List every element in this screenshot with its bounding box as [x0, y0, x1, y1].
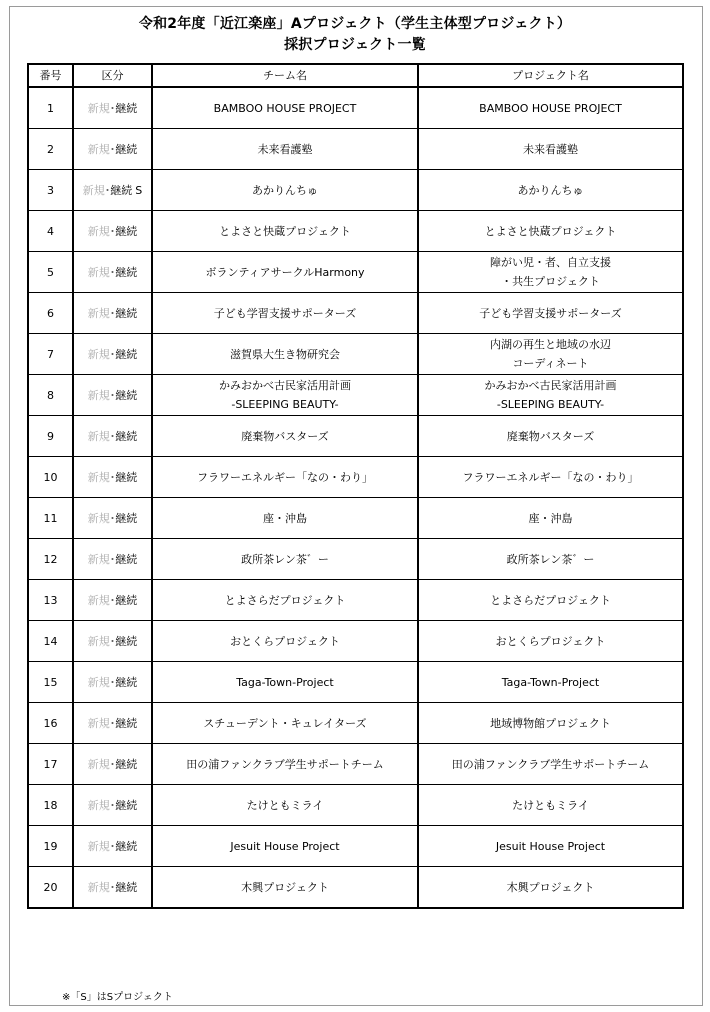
table-row	[28, 580, 683, 621]
category-continuing-label: 継続	[115, 101, 138, 115]
row-number: 8	[28, 375, 73, 416]
table-row	[28, 334, 683, 375]
category-continuing-label: 継続	[115, 470, 138, 484]
team-name	[152, 662, 418, 703]
row-category	[73, 703, 152, 744]
row-category	[73, 375, 152, 416]
table-row	[28, 498, 683, 539]
project-name-line: 地域博物館プロジェクト	[490, 716, 611, 730]
team-name-line: BAMBOO HOUSE PROJECT	[213, 101, 357, 115]
table-row	[28, 129, 683, 170]
team-name-line: 田の浦ファンクラブ学生サポートチーム	[186, 757, 384, 771]
project-name	[418, 621, 683, 662]
project-name-line: 廃棄物バスターズ	[506, 429, 595, 443]
project-name	[418, 252, 683, 293]
category-separator: ･	[109, 634, 116, 648]
row-category	[73, 170, 152, 211]
team-name	[152, 498, 418, 539]
category-continuing-label: 継続	[115, 511, 138, 525]
category-continuing-label: 継続	[115, 224, 138, 238]
row-number: 12	[28, 539, 73, 580]
row-category	[73, 252, 152, 293]
table-header-row	[28, 64, 683, 87]
team-name-line: 座・沖島	[263, 511, 307, 525]
row-category	[73, 785, 152, 826]
table-row	[28, 867, 683, 909]
row-number: 2	[28, 129, 73, 170]
project-name	[418, 867, 683, 909]
row-category	[73, 867, 152, 909]
category-new-label: 新規	[87, 798, 110, 812]
team-name	[152, 703, 418, 744]
project-name	[418, 334, 683, 375]
table-body	[28, 87, 683, 908]
team-name	[152, 129, 418, 170]
team-name-line: とよさと快蔵プロジェクト	[219, 224, 351, 238]
project-name-line: -SLEEPING BEAUTY-	[496, 398, 605, 411]
category-separator: ･	[109, 511, 116, 525]
project-name-line: Jesuit House Project	[495, 839, 606, 853]
project-name-line: 内湖の再生と地域の水辺	[490, 338, 611, 351]
team-name	[152, 744, 418, 785]
project-name	[418, 744, 683, 785]
footnote: ※「S」はSプロジェクト	[62, 992, 173, 1003]
team-name-line: かみおかべ古民家活用計画	[219, 379, 351, 392]
team-name-line: 政所茶レン茶゛ー	[241, 552, 329, 566]
header-team: チーム名	[152, 64, 418, 87]
header-project: プロジェクト名	[418, 64, 683, 87]
team-name	[152, 293, 418, 334]
category-continuing-label: 継続	[115, 757, 138, 771]
table-row	[28, 621, 683, 662]
team-name-line: ボランティアサークルHarmony	[205, 265, 365, 279]
row-category	[73, 826, 152, 867]
team-name-line: 滋賀県大生き物研究会	[230, 347, 340, 361]
category-new-label: 新規	[87, 634, 110, 648]
document-title: 令和2年度「近江楽座」Aプロジェクト（学生主体型プロジェクト）	[138, 16, 572, 32]
team-name-line: 未来看護塾	[257, 142, 313, 156]
category-separator: ･	[109, 347, 116, 361]
team-name-line: Taga-Town-Project	[236, 675, 334, 689]
row-number: 5	[28, 252, 73, 293]
project-name-line: 木興プロジェクト	[506, 880, 595, 894]
team-name	[152, 416, 418, 457]
row-number: 16	[28, 703, 73, 744]
category-separator: ･	[109, 306, 116, 320]
team-name	[152, 867, 418, 909]
row-category	[73, 87, 152, 129]
project-name	[418, 785, 683, 826]
project-name-line: かみおかべ古民家活用計画	[484, 379, 617, 392]
project-name-line: 政所茶レン茶゛ー	[506, 552, 595, 566]
project-name-line: BAMBOO HOUSE PROJECT	[479, 101, 622, 115]
team-name-line: 廃棄物バスターズ	[241, 429, 329, 443]
project-name-line: たけともミライ	[512, 798, 589, 812]
row-category	[73, 498, 152, 539]
category-continuing-label: 継続	[115, 593, 138, 607]
row-number: 17	[28, 744, 73, 785]
table-row	[28, 416, 683, 457]
row-category	[73, 293, 152, 334]
category-separator: ･	[109, 798, 116, 812]
team-name-line: おとくらプロジェクト	[230, 634, 340, 648]
team-name-line: スチューデント・キュレイターズ	[203, 716, 367, 730]
header-category: 区分	[73, 64, 152, 87]
category-separator: ･	[109, 101, 116, 115]
category-new-label: 新規	[87, 265, 110, 279]
category-new-label: 新規	[87, 347, 110, 361]
project-name	[418, 580, 683, 621]
project-name	[418, 170, 683, 211]
row-number: 6	[28, 293, 73, 334]
row-number: 19	[28, 826, 73, 867]
row-category	[73, 334, 152, 375]
row-category	[73, 621, 152, 662]
category-continuing-label: 継続	[115, 429, 138, 443]
category-separator: ･	[109, 142, 116, 156]
project-name-line: 障がい児・者、自立支援	[490, 256, 611, 269]
row-number: 18	[28, 785, 73, 826]
category-separator: ･	[104, 183, 111, 197]
project-name	[418, 498, 683, 539]
table-row	[28, 375, 683, 416]
project-name	[418, 87, 683, 129]
team-name-line: たけともミライ	[246, 798, 324, 812]
team-name	[152, 252, 418, 293]
project-name-line: 子ども学習支援サポーターズ	[479, 306, 622, 320]
category-continuing-label: 継続	[115, 839, 138, 853]
project-table	[27, 63, 684, 909]
row-number: 10	[28, 457, 73, 498]
category-new-label: 新規	[87, 101, 110, 115]
row-number: 7	[28, 334, 73, 375]
row-category	[73, 580, 152, 621]
category-separator: ･	[109, 839, 116, 853]
category-new-label: 新規	[82, 183, 105, 197]
category-separator: ･	[109, 757, 116, 771]
project-name	[418, 703, 683, 744]
category-continuing-label: 継続	[115, 306, 138, 320]
project-name-line: とよさらだプロジェクト	[490, 593, 611, 607]
category-new-label: 新規	[87, 839, 110, 853]
row-category	[73, 211, 152, 252]
category-separator: ･	[109, 552, 116, 566]
project-name	[418, 539, 683, 580]
team-name	[152, 785, 418, 826]
project-name-line: 田の浦ファンクラブ学生サポートチーム	[451, 757, 650, 771]
project-name	[418, 129, 683, 170]
category-separator: ･	[109, 224, 116, 238]
category-new-label: 新規	[87, 757, 110, 771]
category-new-label: 新規	[87, 388, 110, 402]
team-name	[152, 170, 418, 211]
category-new-label: 新規	[87, 429, 110, 443]
team-name-line: 子ども学習支援サポーターズ	[213, 306, 357, 320]
row-category	[73, 457, 152, 498]
table-row	[28, 662, 683, 703]
row-number: 14	[28, 621, 73, 662]
category-new-label: 新規	[87, 880, 110, 894]
project-name-line: あかりんちゅ	[517, 183, 584, 197]
table-row	[28, 87, 683, 129]
table-row	[28, 252, 683, 293]
team-name	[152, 87, 418, 129]
row-category	[73, 416, 152, 457]
category-continuing-label: 継続	[115, 347, 138, 361]
table-row	[28, 539, 683, 580]
category-separator: ･	[109, 429, 116, 443]
project-name	[418, 416, 683, 457]
row-number: 13	[28, 580, 73, 621]
table-row	[28, 293, 683, 334]
table-row	[28, 457, 683, 498]
category-new-label: 新規	[87, 306, 110, 320]
category-new-label: 新規	[87, 675, 110, 689]
category-separator: ･	[109, 388, 116, 402]
project-name-line: コーディネート	[512, 357, 589, 370]
project-name-line: 未来看護塾	[523, 142, 578, 156]
row-number: 3	[28, 170, 73, 211]
category-separator: ･	[109, 675, 116, 689]
team-name-line: Jesuit House Project	[230, 839, 340, 853]
project-name	[418, 293, 683, 334]
category-continuing-label: 継続	[115, 265, 138, 279]
table-row	[28, 211, 683, 252]
category-continuing-label: 継続	[115, 634, 138, 648]
project-name-line: フラワーエネルギー「なの・わり」	[462, 470, 639, 484]
project-name-line: とよさと快蔵プロジェクト	[484, 224, 617, 238]
table-row	[28, 785, 683, 826]
table-row	[28, 170, 683, 211]
category-continuing-label: 継続	[115, 675, 138, 689]
project-name	[418, 457, 683, 498]
header-no: 番号	[28, 64, 73, 87]
project-name	[418, 375, 683, 416]
row-category	[73, 129, 152, 170]
project-name-line: Taga-Town-Project	[501, 675, 600, 689]
team-name-line: あかりんちゅ	[252, 183, 318, 197]
project-name-line: おとくらプロジェクト	[495, 634, 606, 648]
row-category	[73, 744, 152, 785]
row-number: 4	[28, 211, 73, 252]
row-number: 1	[28, 87, 73, 129]
row-number: 9	[28, 416, 73, 457]
team-name-line: とよさらだプロジェクト	[224, 593, 346, 607]
row-category	[73, 662, 152, 703]
team-name	[152, 826, 418, 867]
category-continuing-label: 継続	[110, 183, 133, 197]
team-name	[152, 539, 418, 580]
project-name	[418, 662, 683, 703]
project-name-line: 座・沖島	[528, 511, 573, 525]
table-row	[28, 703, 683, 744]
category-new-label: 新規	[87, 470, 110, 484]
category-separator: ･	[109, 470, 116, 484]
table-row	[28, 826, 683, 867]
category-continuing-label: 継続	[115, 880, 138, 894]
category-separator: ･	[109, 880, 116, 894]
row-category	[73, 539, 152, 580]
category-separator: ･	[109, 716, 116, 730]
category-separator: ･	[109, 593, 116, 607]
team-name	[152, 211, 418, 252]
row-number: 20	[28, 867, 73, 909]
category-continuing-label: 継続	[115, 142, 138, 156]
category-new-label: 新規	[87, 552, 110, 566]
team-name	[152, 334, 418, 375]
row-number: 11	[28, 498, 73, 539]
project-name	[418, 826, 683, 867]
team-name-line: 木興プロジェクト	[241, 880, 329, 894]
category-separator: ･	[109, 265, 116, 279]
category-new-label: 新規	[87, 224, 110, 238]
category-continuing-label: 継続	[115, 798, 138, 812]
category-new-label: 新規	[87, 593, 110, 607]
team-name	[152, 621, 418, 662]
team-name-line: フラワーエネルギー「なの・わり」	[197, 470, 373, 484]
team-name	[152, 580, 418, 621]
table-row	[28, 744, 683, 785]
category-new-label: 新規	[87, 716, 110, 730]
category-continuing-label: 継続	[115, 552, 138, 566]
project-name	[418, 211, 683, 252]
category-continuing-label: 継続	[115, 388, 138, 402]
project-name-line: ・共生プロジェクト	[501, 275, 600, 288]
row-number: 15	[28, 662, 73, 703]
category-continuing-label: 継続	[115, 716, 138, 730]
category-s-mark: S	[135, 183, 143, 197]
team-name	[152, 375, 418, 416]
team-name	[152, 457, 418, 498]
category-new-label: 新規	[87, 511, 110, 525]
document-subtitle: 採択プロジェクト一覧	[284, 37, 426, 53]
team-name-line: -SLEEPING BEAUTY-	[231, 398, 339, 411]
category-new-label: 新規	[87, 142, 110, 156]
